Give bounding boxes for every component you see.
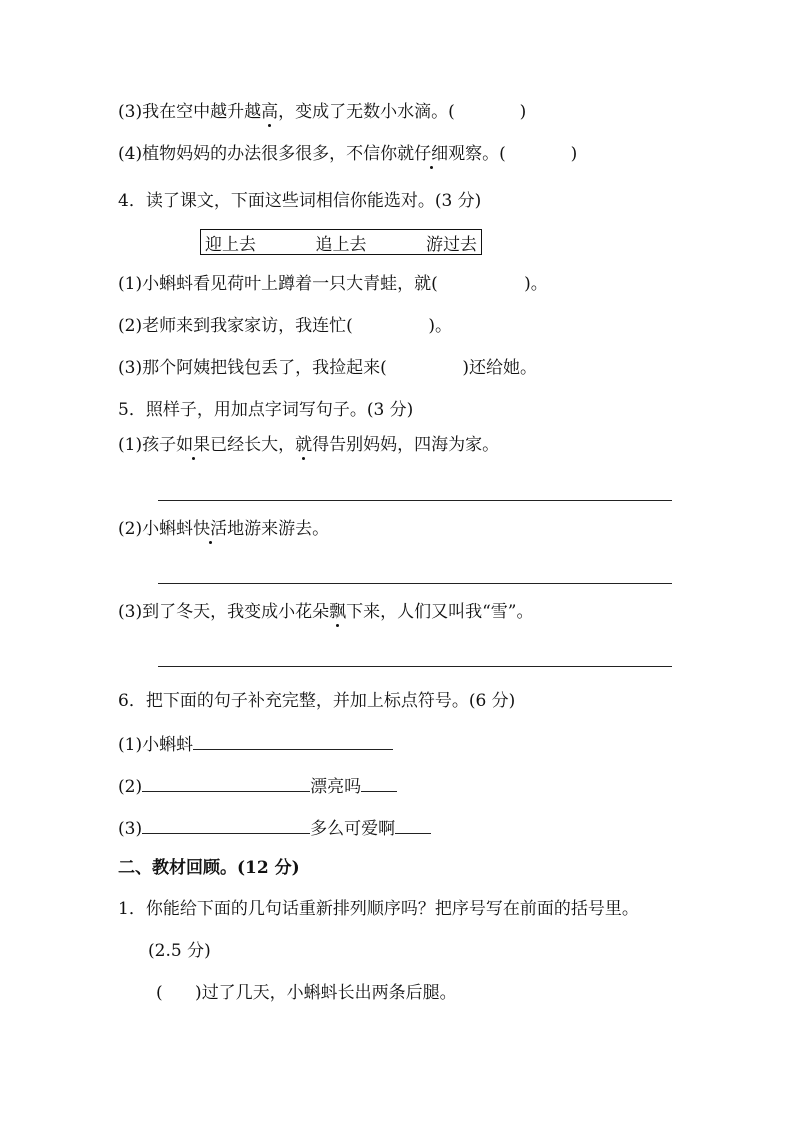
s2-q1-title: 1．你能给下面的几句话重新排列顺序吗？把序号写在前面的括号里。: [118, 899, 639, 919]
answer-line[interactable]: [158, 583, 672, 584]
q5-item-2: (2)小蝌蚪快活地游来游去。: [118, 519, 330, 539]
fill-blank[interactable]: [142, 815, 310, 834]
q4-item-3: (3)那个阿姨把钱包丢了，我捡起来( )还给她。: [118, 358, 537, 378]
q6-title: 6．把下面的句子补充完整，并加上标点符号。(6 分): [118, 691, 516, 711]
dot-marked-word: 飘: [329, 602, 347, 622]
punctuation-blank[interactable]: [361, 773, 397, 792]
word-option: 迎上去: [205, 234, 256, 255]
dot-marked-word: 快活: [193, 519, 228, 539]
q4-title: 4．读了课文，下面这些词相信你能选对。(3 分): [118, 191, 482, 211]
q5-item-1: (1)孩子如果已经长大，就得告别妈妈，四海为家。: [118, 435, 500, 455]
q5-title: 5．照样子，用加点字词写句子。(3 分): [118, 400, 414, 420]
answer-line[interactable]: [158, 666, 672, 667]
fill-blank[interactable]: [142, 773, 310, 792]
word-option: 游过去: [426, 234, 477, 255]
q5-item-3: (3)到了冬天，我变成小花朵飘下来，人们又叫我“雪”。: [118, 602, 534, 622]
s2-q1-score: (2.5 分): [148, 941, 211, 961]
q3-item-3: (3)我在空中越升越高，变成了无数小水滴。( ): [118, 102, 527, 122]
section2-heading: 二、教材回顾。(12 分): [118, 858, 300, 878]
dot-marked-char: 仔细: [414, 144, 449, 164]
dot-marked-word: 如果: [176, 435, 211, 455]
word-choice-box: [200, 229, 482, 255]
fill-blank[interactable]: [193, 731, 393, 750]
q6-item-1: (1)小蝌蚪: [118, 731, 393, 757]
dot-marked-char: 高: [261, 102, 279, 122]
q6-item-2: (2) 漂亮吗: [118, 773, 397, 799]
punctuation-blank[interactable]: [395, 815, 431, 834]
q4-item-1: (1)小蝌蚪看见荷叶上蹲着一只大青蛙，就( )。: [118, 274, 548, 294]
answer-line[interactable]: [158, 500, 672, 501]
s2-q1-item: ( )过了几天，小蝌蚪长出两条后腿。: [156, 983, 457, 1003]
q6-item-3: (3) 多么可爱啊: [118, 815, 431, 841]
q4-item-2: (2)老师来到我家家访，我连忙( )。: [118, 316, 452, 336]
dot-marked-word: 就: [295, 435, 313, 455]
q3-item-4: (4)植物妈妈的办法很多很多，不信你就仔细观察。( ): [118, 144, 578, 164]
word-option: 追上去: [315, 234, 367, 255]
